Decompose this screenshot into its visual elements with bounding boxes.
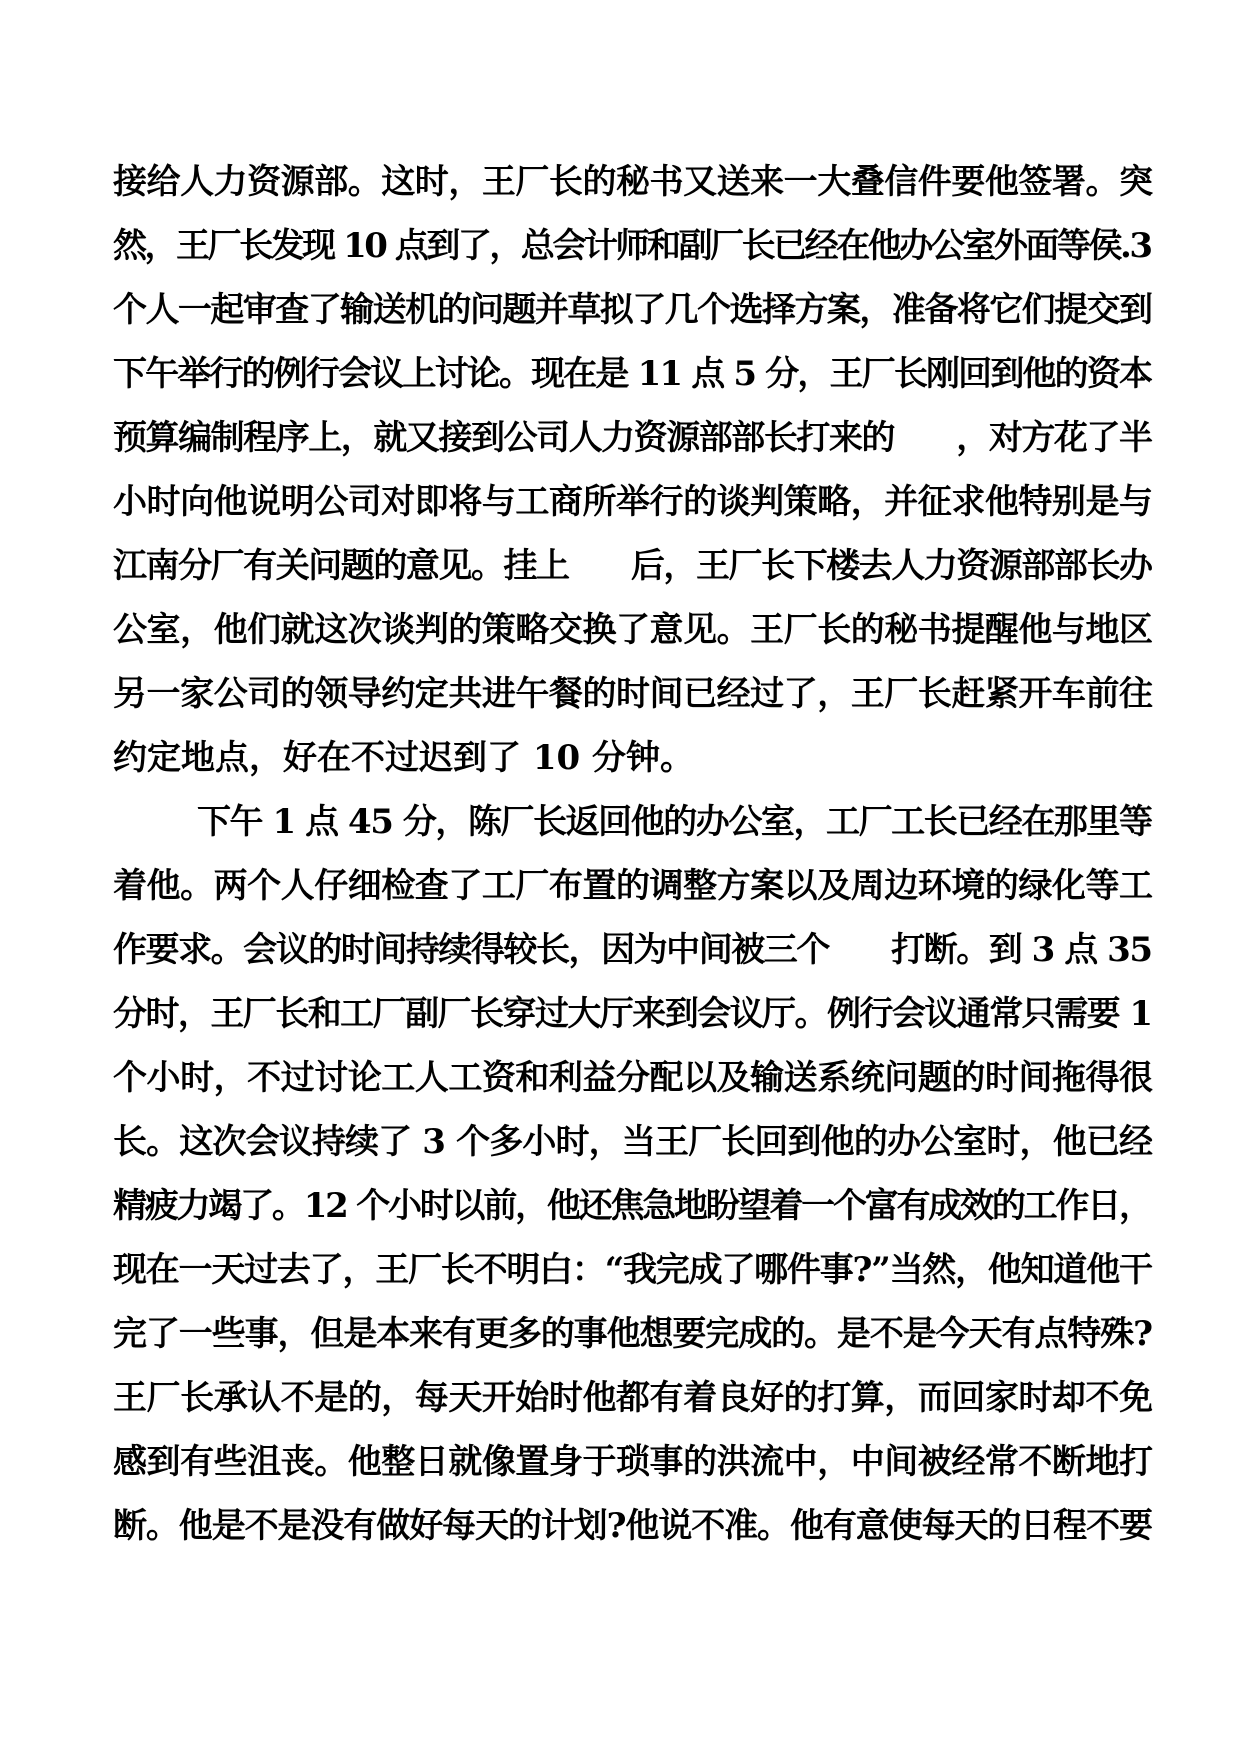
body-text	[113, 150, 1153, 1558]
text-line: 断。他是不是没有做好每天的计划?他说不准。他有意使每天的日程不要	[113, 1506, 1152, 1546]
text-line: 另一家公司的领导约定共进午餐的时间已经过了，王厂长赶紧开车前往	[113, 674, 1153, 714]
text-line: 作要求。会议的时间持续得较长，因为中间被三个 打断。到 3 点 35	[113, 930, 1152, 970]
text-line: 然，王厂长发现 10 点到了，总会计师和副厂长已经在他办公室外面等侯.3	[113, 226, 1151, 266]
text-line: 约定地点，好在不过迟到了 10 分钟。	[113, 738, 694, 778]
text-line: 长。这次会议持续了 3 个多小时，当王厂长回到他的办公室时，他已经	[113, 1122, 1153, 1162]
text-line: 完了一些事，但是本来有更多的事他想要完成的。是不是今天有点特殊?	[113, 1314, 1152, 1354]
text-line: 公室，他们就这次谈判的策略交换了意见。王厂长的秘书提醒他与地区	[113, 610, 1153, 650]
paragraph-first-line: 下午 1 点 45 分，陈厂长返回他的办公室，工厂工长已经在那里等	[197, 802, 1152, 842]
text-line: 现在一天过去了，王厂长不明白：“我完成了哪件事?”当然，他知道他干	[113, 1250, 1152, 1290]
text-line: 预算编制程序上，就又接到公司人力资源部部长打来的 ，对方花了半	[113, 418, 1152, 458]
text-line: 感到有些沮丧。他整日就像置身于琐事的洪流中，中间被经常不断地打	[113, 1442, 1153, 1482]
text-line: 精疲力竭了。12 个小时以前，他还焦急地盼望着一个富有成效的工作日，	[113, 1186, 1151, 1226]
text-line: 个人一起审查了输送机的问题并草拟了几个选择方案，准备将它们提交到	[113, 290, 1152, 330]
text-line: 接给人力资源部。这时，王厂长的秘书又送来一大叠信件要他签署。突	[113, 162, 1153, 202]
text-line: 下午举行的例行会议上讨论。现在是 11 点 5 分，王厂长刚回到他的资本	[113, 354, 1152, 394]
text-line: 江南分厂有关问题的意见。挂上 后，王厂长下楼去人力资源部部长办	[113, 546, 1152, 586]
text-line: 个小时，不过讨论工人工资和利益分配以及输送系统问题的时间拖得很	[113, 1058, 1153, 1098]
text-line: 王厂长承认不是的，每天开始时他都有着良好的打算，而回家时却不免	[113, 1378, 1153, 1418]
text-line: 着他。两个人仔细检查了工厂布置的调整方案以及周边环境的绿化等工	[113, 866, 1153, 906]
text-line: 小时向他说明公司对即将与工商所举行的谈判策略，并征求他特别是与	[113, 482, 1153, 522]
text-line: 分时，王厂长和工厂副厂长穿过大厅来到会议厅。例行会议通常只需要 1	[113, 994, 1152, 1034]
